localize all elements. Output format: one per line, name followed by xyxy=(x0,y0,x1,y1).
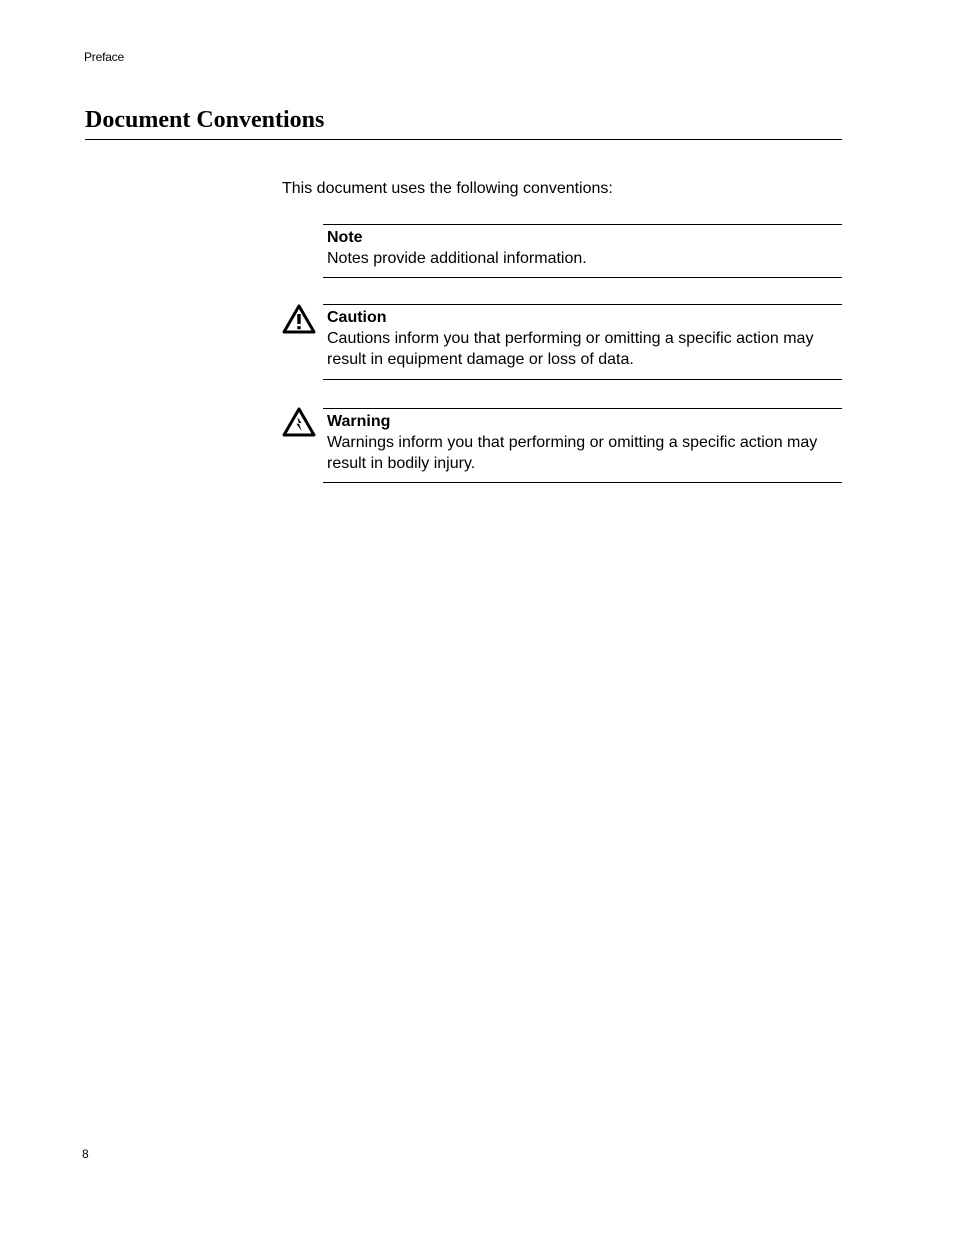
note-box xyxy=(323,224,842,278)
running-header: Preface xyxy=(84,50,124,64)
caution-icon xyxy=(282,304,316,334)
warning-icon xyxy=(282,407,316,437)
section-title: Document Conventions xyxy=(85,106,842,140)
warning-box xyxy=(323,408,842,483)
warning-text: Warnings inform you that performing or omitting a specific action may result in bodily injury. xyxy=(327,434,818,472)
page-number: 8 xyxy=(82,1147,89,1161)
note-title: Note xyxy=(327,229,363,246)
caution-title: Caution xyxy=(327,309,387,326)
note-text: Notes provide additional information. xyxy=(327,250,587,267)
warning-title: Warning xyxy=(327,413,391,430)
intro-paragraph: This document uses the following conventions: xyxy=(282,180,613,197)
caution-box xyxy=(323,304,842,380)
caution-text: Cautions inform you that performing or omitting a specific action may result in equipment damage or loss of data. xyxy=(327,330,814,368)
